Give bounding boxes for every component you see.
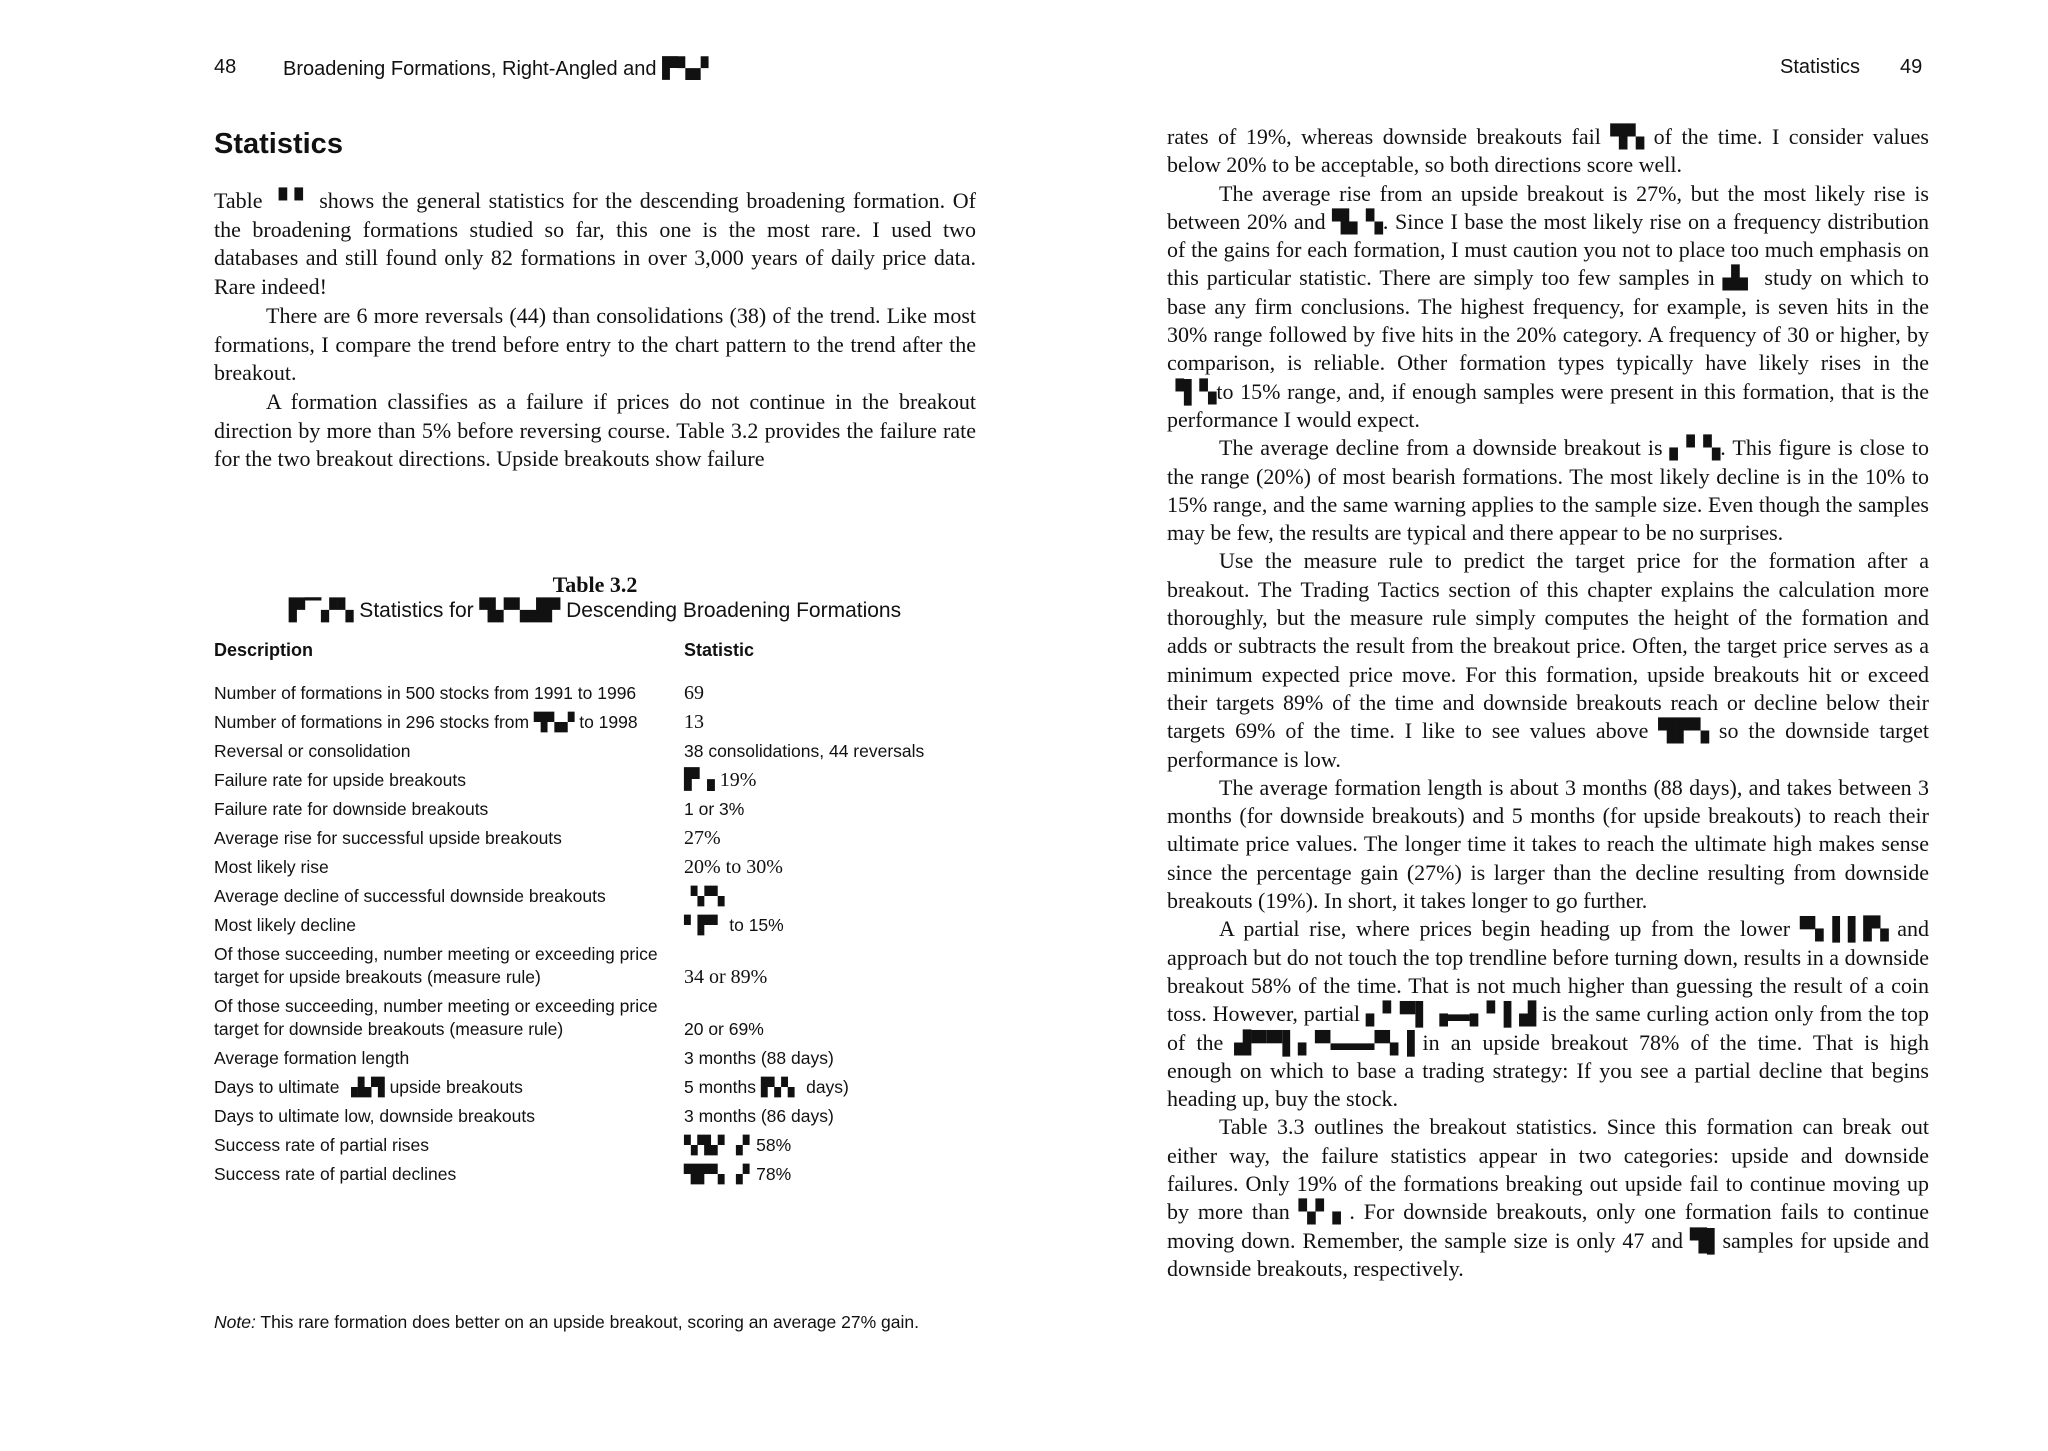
paragraph: Table 3.3 outlines the breakout statistics. Since this formation can break out either way, the failure statistics appear in two categories: upside and downside failures. Only 19% of the formations breaking out upside fail to continue moving up by more than ▚▘▖. For downside breakouts, only one formation fails to continue moving down. Remember, the sample size is only 47 and ▜▌samples for upside and downside breakouts, respectively. xyxy=(1167,1114,1929,1281)
row-statistic: ▜▛▚ ▗▘78% xyxy=(684,1164,792,1184)
table-row xyxy=(214,1134,994,1157)
table-row xyxy=(214,885,994,908)
row-statistic: 20% to 30% xyxy=(684,856,783,878)
row-statistic: 34 or 89% xyxy=(684,966,768,988)
table-row xyxy=(214,995,994,1041)
table-row xyxy=(214,1076,994,1099)
table-row xyxy=(214,827,994,850)
column-header-statistic: Statistic xyxy=(684,640,755,660)
table-row xyxy=(214,740,994,763)
column-header-description: Description xyxy=(214,640,314,660)
table-row xyxy=(214,798,994,821)
paragraph: Use the measure rule to predict the target price for the formation after a breakout. The Trading Tactics section of this chapter explains the calculation more thoroughly, but the measure rule simply computes the height of the formation and adds or subtracts the result from the breakout price. Often, the target price serves as a minimum expected price move. For this formation, upside breakouts hit or exceed their targets 89% of the time and downside breakouts reach or decline below their targets 69% of the time. I like to see values above ▜▛▚ so the downside target performance is low. xyxy=(1167,548,1929,772)
row-statistic: 69 xyxy=(684,682,704,704)
paragraph: The average rise from an upside breakout is 27%, but the most likely rise is between 20% and ▜▖▚. Since I base the most likely rise on a frequency distribution of the gains for each formation, I must caution you not to place too much emphasis on this particular statistic. There are simply too few samples in ▟▖ study on which to base any firm conclusions. The highest frequency, for example, is seven hits in the 30% range followed by five hits in the 20% category. A frequency of 30 or higher, by comparison, is reliable. Other formation types typically have likely rises in the ▝▌▚to 15% range, and, if enough samples were present in this formation, that is the performance I would expect. xyxy=(1167,180,1929,432)
row-statistic: 27% xyxy=(684,827,721,849)
paragraph: There are 6 more reversals (44) than consolidations (38) of the trend. Like most formations, I compare the trend before entry to the chart pattern to the trend after the breakout. xyxy=(214,302,976,386)
statistics-table xyxy=(214,640,994,1192)
section-title: Statistics xyxy=(214,128,343,160)
table-row xyxy=(214,856,994,879)
paragraph: rates of 19%, whereas downside breakouts fail ▜▚ of the time. I consider values below 20% to be acceptable, so both directions score well. xyxy=(1167,124,1929,178)
row-description: Average rise for successful upside breakouts xyxy=(214,828,562,848)
paragraph: A partial rise, where prices begin heading up from the lower ▀▖▌▌▛▖and approach but do not touch the top trendline before turning down, results in a downside breakout 58% of the time. That is not much higher than guessing the result of a coin toss. However, partial ▖▘▀▌▗▬▖▘▌▟ is the same curling action only from the top of the ▟▀▀▌▖▀▬▬▀▖▌in an upside breakout 78% of the time. That is high enough on which to base a trading strategy: If you see a partial decline that begins heading up, buy the stock. xyxy=(1167,916,1929,1112)
table-row xyxy=(214,769,994,792)
row-description: Average formation length xyxy=(214,1048,410,1068)
table-row xyxy=(214,1163,994,1186)
row-description: Success rate of partial declines xyxy=(214,1164,457,1184)
table-header-row xyxy=(214,640,994,682)
right-page-number: 49 xyxy=(1900,56,1923,78)
row-description: Days to ultimate low, downside breakouts xyxy=(214,1106,535,1126)
note-label: Note: xyxy=(214,1312,256,1332)
row-description: Failure rate for downside breakouts xyxy=(214,799,489,819)
row-description: Of those succeeding, number meeting or exceeding price target for downside breakouts (measure rule) xyxy=(214,996,658,1039)
table-row xyxy=(214,711,994,734)
paragraph: Table ▝ ▘ shows the general statistics for the descending broadening formation. Of the broadening formations studied so far, this one is the most rare. I used two databases and still found only 82 formations in over 3,000 years of daily price data. Rare indeed! xyxy=(214,188,976,300)
row-description: Reversal or consolidation xyxy=(214,741,411,761)
right-running-title: Statistics xyxy=(1780,56,1861,78)
left-page-number: 48 xyxy=(214,56,237,78)
row-description: Number of formations in 296 stocks from ▜▚▞ to 1998 xyxy=(214,712,638,732)
table-row xyxy=(214,1105,994,1128)
row-statistic: 1 or 3% xyxy=(684,799,745,819)
row-statistic: ▛▗ 19% xyxy=(684,769,757,791)
row-statistic: ▚▜▞ ▗▘58% xyxy=(684,1135,792,1155)
table-row xyxy=(214,943,994,989)
table-row xyxy=(214,1047,994,1070)
left-running-title: Broadening Formations, Right-Angled and ▛▚▞ xyxy=(283,58,709,80)
row-statistic: 38 consolidations, 44 reversals xyxy=(684,741,925,761)
row-statistic: 5 months ▛▞▖ days) xyxy=(684,1077,849,1097)
row-description: Days to ultimate ▗▙▜ upside breakouts xyxy=(214,1077,523,1097)
right-body-text xyxy=(1167,123,1929,1283)
paragraph: The average formation length is about 3 months (88 days), and takes between 3 months (for downside breakouts) and 5 months (for upside breakouts) to reach their ultimate price values. The longer time it takes to reach the ultimate high makes sense since the percentage gain (27%) is larger than the decline resulting from downside breakouts (19%). In short, it takes longer to go further. xyxy=(1167,774,1929,914)
table-row xyxy=(214,682,994,705)
row-statistic: ▘▛▘ to 15% xyxy=(684,915,784,935)
table-row xyxy=(214,914,994,937)
row-description: Of those succeeding, number meeting or exceeding price target for upside breakouts (measure rule) xyxy=(214,944,658,987)
row-description: Failure rate for upside breakouts xyxy=(214,770,466,790)
row-statistic: 3 months (88 days) xyxy=(684,1048,834,1068)
row-statistic: 13 xyxy=(684,711,704,733)
paragraph: A formation classifies as a failure if prices do not continue in the breakout direction by more than 5% before reversing course. Table 3.2 provides the failure rate for the two breakout directions. Upside breakouts show failure xyxy=(214,388,976,472)
left-body-text xyxy=(214,187,976,474)
row-description: Number of formations in 500 stocks from 1991 to 1996 xyxy=(214,683,637,703)
row-statistic: 3 months (86 days) xyxy=(684,1106,834,1126)
note-text: This rare formation does better on an upside breakout, scoring an average 27% gain. xyxy=(260,1312,919,1332)
row-description: Average decline of successful downside breakouts xyxy=(214,886,606,906)
table-note xyxy=(214,1312,1014,1333)
row-statistic: 20 or 69% xyxy=(684,1019,764,1039)
row-description: Success rate of partial rises xyxy=(214,1135,429,1155)
paragraph: The average decline from a downside breakout is ▖▘▚. This figure is close to the range (20%) of most bearish formations. The most likely decline is in the 10% to 15% range, and the same warning applies to the sample size. Even though the samples may be few, the results are typical and there appear to be no surprises. xyxy=(1167,435,1929,546)
row-description: Most likely decline xyxy=(214,915,356,935)
row-description: Most likely rise xyxy=(214,857,329,877)
table-label: Table 3.2 xyxy=(552,572,638,597)
table-title: ▛▔▞▚ Statistics for ▜▞▚▟▛ Descending Broadening Formations xyxy=(288,599,902,622)
row-statistic: ▝▞▚ xyxy=(684,886,725,906)
